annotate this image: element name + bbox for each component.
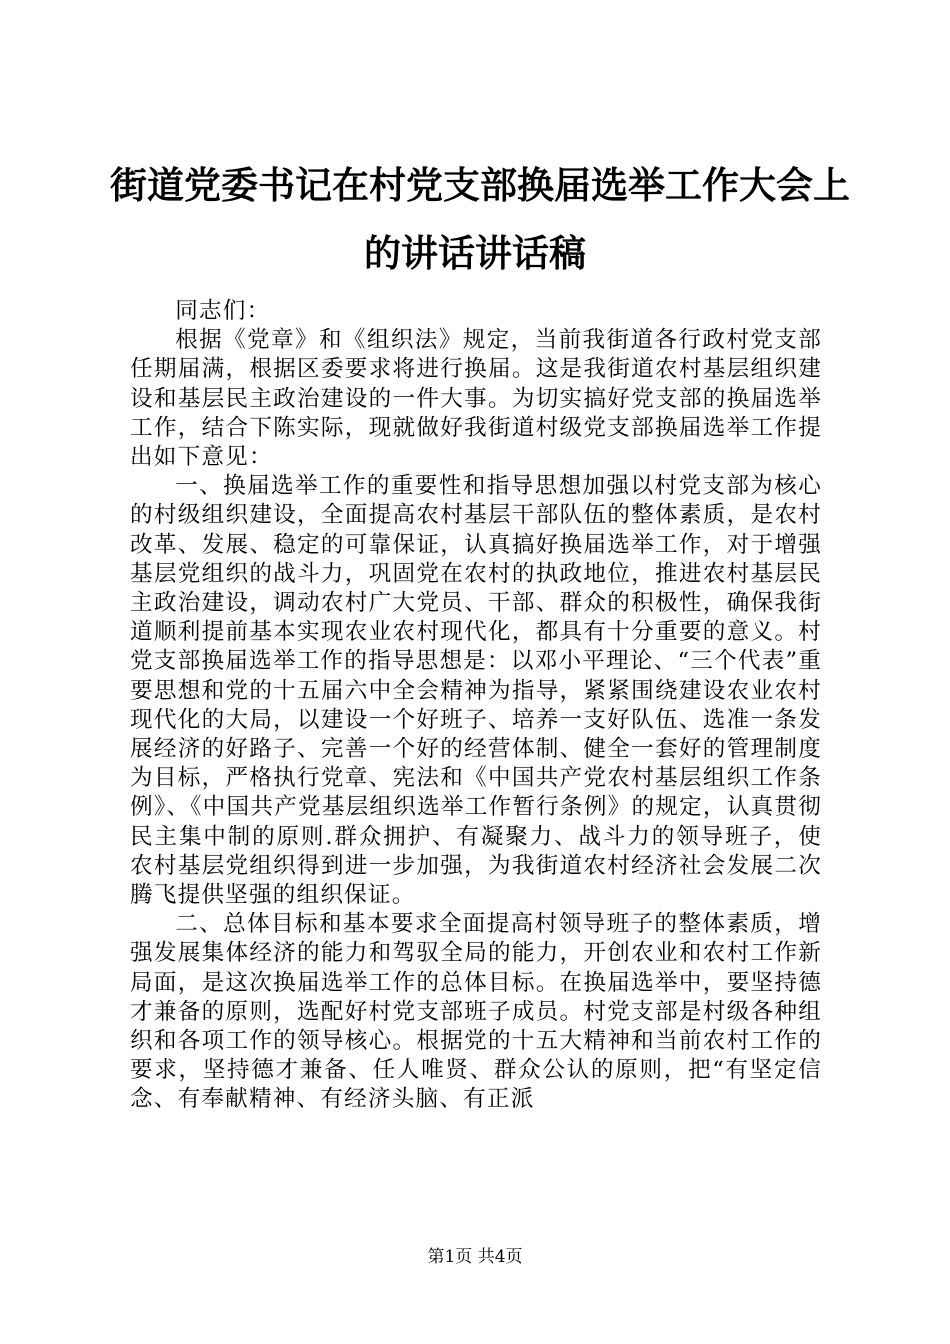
page-footer: 第1页 共4页: [427, 1247, 523, 1267]
title-line-1: 街道党委书记在村党支部换届选举工作大会上: [110, 164, 850, 207]
paragraph-2: 一、换届选举工作的重要性和指导思想加强以村党支部为核心的村级组织建设，全面提高农村基层干部队伍的整体素质，是农村改革、发展、稳定的可靠保证，认真搞好换届选举工作，对于增强基层党组织的战斗力，巩固党在农村的执政地位，推进农村基层民主政治建设，调动农村广大党员、干部、群众的积极性，确保我街道顺利提前基本实现农业农村现代化，都具有十分重要的意义。村党支部换届选举工作的指导思想是：以邓小平理论、“三个代表”重要思想和党的十五届六中全会精神为指导，紧紧围绕建设农业农村现代化的大局，以建设一个好班子、培养一支好队伍、选准一条发展经济的好路子、完善一个好的经营体制、健全一套好的管理制度为目标，严格执行党章、宪法和《中国共产党农村基层组织工作条例》、《中国共产党基层组织选举工作暂行条例》的规定，认真贯彻民主集中制的原则.群众拥护、有凝聚力、战斗力的领导班子，使农村基层党组织得到进一步加强，为我街道农村经济社会发展二次腾飞提供坚强的组织保证。: [130, 473, 822, 909]
document-title: [110, 152, 850, 288]
document-body: [130, 297, 822, 1115]
title-line-2: 的讲话讲话稿: [364, 232, 586, 275]
salutation: 同志们：: [175, 298, 271, 324]
paragraph-1: 根据《党章》和《组织法》规定，当前我街道各行政村党支部任期届满，根据区委要求将进行换届。这是我街道农村基层组织建设和基层民主政治建设的一件大事。为切实搞好党支部的换届选举工作，结合下陈实际，现就做好我街道村级党支部换届选举工作提出如下意见：: [130, 327, 822, 471]
paragraph-3: 二、总体目标和基本要求全面提高村领导班子的整体素质，增强发展集体经济的能力和驾驭全局的能力，开创农业和农村工作新局面，是这次换届选举工作的总体目标。在换届选举中，要坚持德才兼备的原则，选配好村党支部班子成员。村党支部是村级各种组织和各项工作的领导核心。根据党的十五大精神和当前农村工作的要求，坚持德才兼备、任人唯贤、群众公认的原则，把“有坚定信念、有奉献精神、有经济头脑、有正派: [130, 911, 822, 1113]
